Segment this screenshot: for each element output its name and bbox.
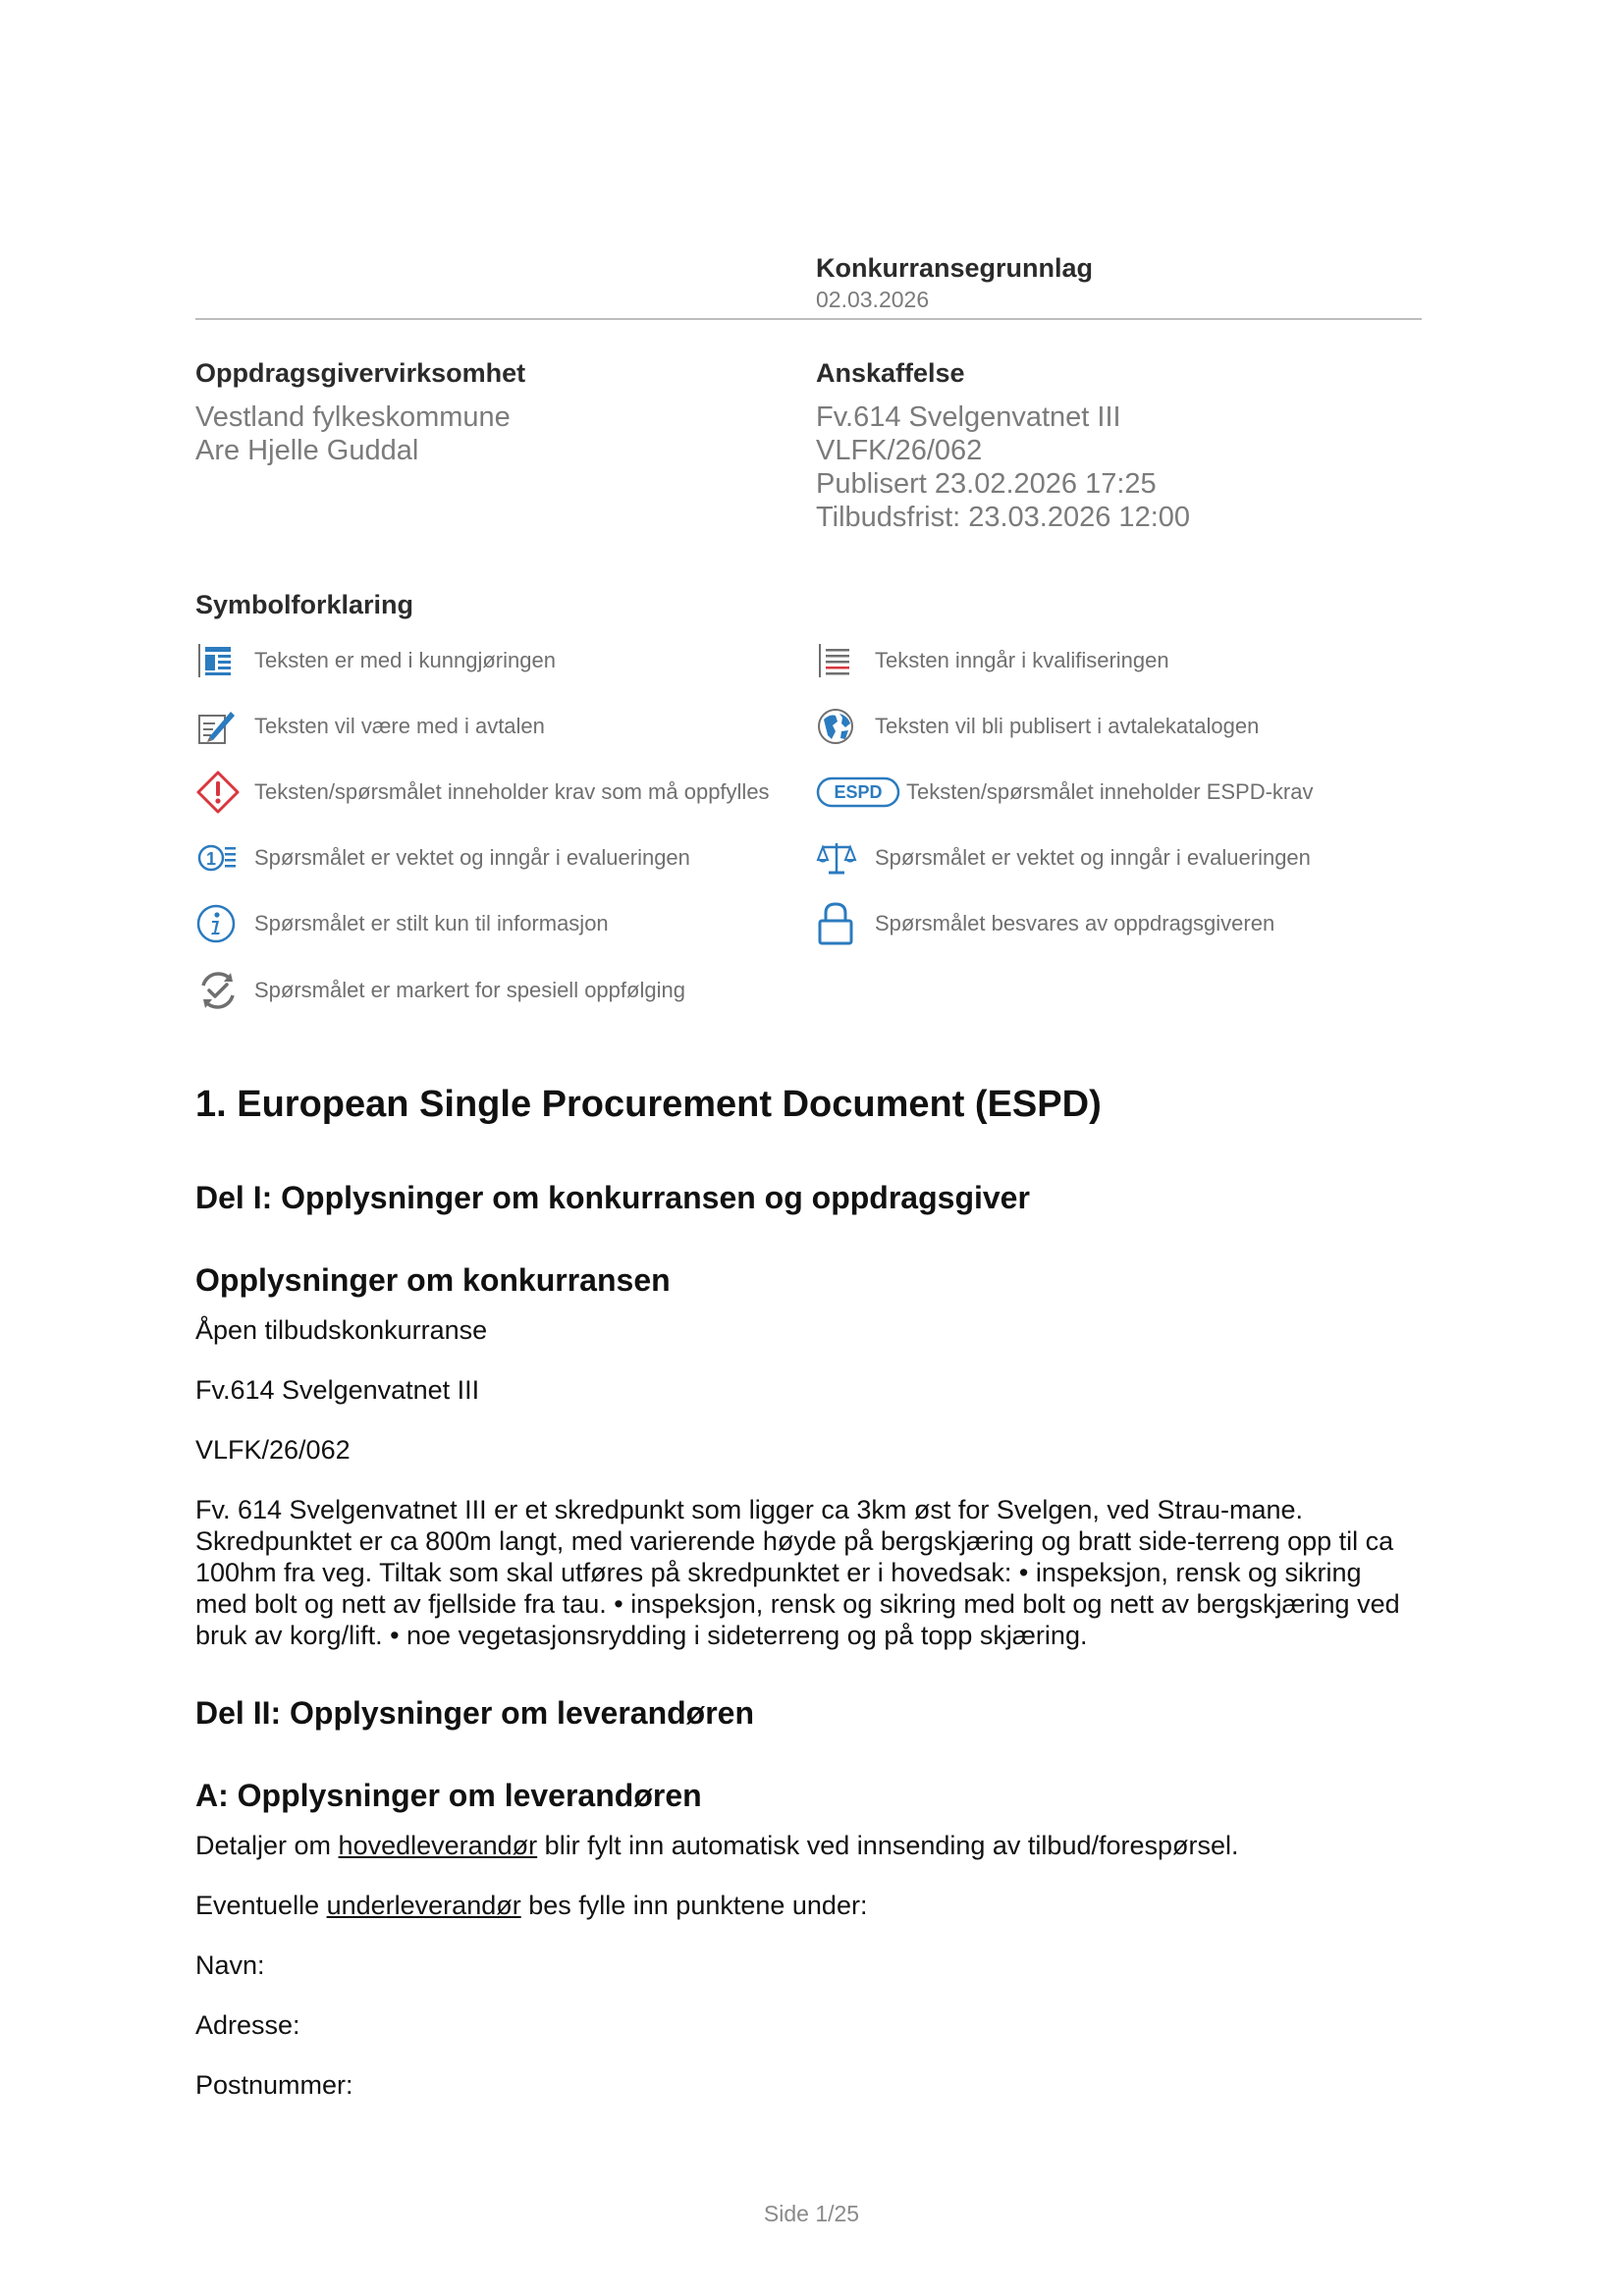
procurement-deadline: Tilbudsfrist: 23.03.2026 12:00 — [816, 502, 1191, 533]
competition-description: Fv. 614 Svelgenvatnet III er et skredpunkt som ligger ca 3km øst for Svelgen, ved Strau-mane. Skredpunktet er ca 800m langt, med varierende høyde på bergskjæring og bratt side-terreng opp til ca 100hm fra veg. Tiltak som skal utføres på skredpunktet er i hovedsak: • inspeksjon, rensk og sikring med bolt og nett av fjellside fra tau. • inspeksjon, rensk og sikring med bolt og nett av bergskjæring ved bruk av korg/lift. • noe vegetasjonsrydding i sideterreng og på topp skjæring. — [195, 1495, 1400, 1650]
legend-item-follow-up — [195, 968, 685, 1013]
legend-item-announcement — [195, 638, 556, 683]
sub-supplier-text — [195, 1891, 867, 1921]
legend-heading: Symbolforklaring — [195, 590, 414, 619]
qualification-list-icon — [816, 638, 863, 683]
procurement-reference: VLFK/26/062 — [816, 435, 983, 466]
legend-text: Teksten/spørsmålet inneholder krav som må oppfylles — [254, 779, 770, 804]
field-name-label: Navn: — [195, 1950, 265, 1980]
scales-icon — [816, 835, 863, 881]
main-supplier-text — [195, 1831, 1239, 1861]
part1-heading: Del I: Opplysninger om konkurransen og oppdragsgiver — [195, 1180, 1030, 1215]
contract-pen-icon — [195, 704, 243, 749]
numbered-list-icon — [195, 835, 243, 881]
sub-supplier-post: bes fylle inn punktene under: — [520, 1891, 868, 1920]
section-title: 1. European Single Procurement Document (ESPD) — [195, 1084, 1102, 1125]
part2-heading: Del II: Opplysninger om leverandøren — [195, 1695, 755, 1731]
header-divider — [195, 318, 1422, 320]
client-heading: Oppdragsgivervirksomhet — [195, 358, 526, 388]
legend-text: Teksten vil være med i avtalen — [254, 714, 545, 738]
legend-text: Teksten er med i kunngjøringen — [254, 648, 556, 672]
legend-item-weighted-scales — [816, 835, 1311, 881]
legend-item-qualification — [816, 638, 1169, 683]
sub-supplier-pre: Eventuelle — [195, 1891, 327, 1920]
competition-reference: VLFK/26/062 — [195, 1435, 351, 1465]
client-contact: Are Hjelle Guddal — [195, 435, 419, 466]
legend-item-answered-by-client — [816, 901, 1274, 946]
competition-name: Fv.614 Svelgenvatnet III — [195, 1375, 480, 1405]
legend-item-catalog — [816, 704, 1259, 749]
sub-supplier-link[interactable]: underleverandør — [326, 1891, 521, 1920]
document-date: 02.03.2026 — [816, 287, 930, 312]
main-supplier-post: blir fylt inn automatisk ved innsending av tilbud/forespørsel. — [537, 1831, 1239, 1860]
main-supplier-pre: Detaljer om — [195, 1831, 339, 1860]
procurement-name: Fv.614 Svelgenvatnet III — [816, 401, 1121, 433]
field-address-label: Adresse: — [195, 2010, 300, 2040]
legend-item-info — [195, 901, 609, 946]
svg-text:1: 1 — [205, 849, 217, 869]
procurement-published: Publisert 23.02.2026 17:25 — [816, 468, 1157, 500]
field-postcode-label: Postnummer: — [195, 2070, 353, 2100]
legend-item-espd — [816, 770, 1314, 815]
legend-text: Spørsmålet er vektet og inngår i evalueringen — [875, 845, 1311, 870]
legend-item-requirement — [195, 770, 770, 815]
competition-heading: Opplysninger om konkurransen — [195, 1262, 671, 1298]
legend-text: Spørsmålet er vektet og inngår i evalueringen — [254, 845, 690, 870]
announcement-icon — [195, 638, 243, 683]
document-title: Konkurransegrunnlag — [816, 253, 1094, 283]
warning-diamond-icon — [195, 770, 243, 815]
client-name: Vestland fylkeskommune — [195, 401, 511, 433]
legend-text: Spørsmålet er markert for spesiell oppfølging — [254, 978, 685, 1002]
supplier-heading: A: Opplysninger om leverandøren — [195, 1778, 702, 1813]
main-supplier-link[interactable]: hovedleverandør — [338, 1831, 538, 1860]
follow-up-check-icon — [195, 968, 243, 1013]
legend-item-weighted — [195, 835, 690, 881]
legend-text: Teksten inngår i kvalifiseringen — [875, 648, 1169, 672]
espd-badge-label: ESPD — [834, 782, 883, 802]
legend-text: Spørsmålet besvares av oppdragsgiveren — [875, 911, 1275, 935]
procurement-heading: Anskaffelse — [816, 358, 965, 388]
legend-text: Teksten vil bli publisert i avtalekatalogen — [875, 714, 1260, 738]
info-icon — [195, 901, 243, 946]
legend-text: Spørsmålet er stilt kun til informasjon — [254, 911, 609, 935]
lock-icon — [816, 901, 863, 946]
legend-text: Teksten/spørsmålet inneholder ESPD-krav — [906, 779, 1314, 804]
legend-item-contract — [195, 704, 545, 749]
espd-badge-icon — [816, 770, 902, 815]
page-number: Side 1/25 — [763, 2201, 860, 2226]
globe-icon — [816, 704, 863, 749]
procedure-type: Åpen tilbudskonkurranse — [195, 1315, 488, 1345]
